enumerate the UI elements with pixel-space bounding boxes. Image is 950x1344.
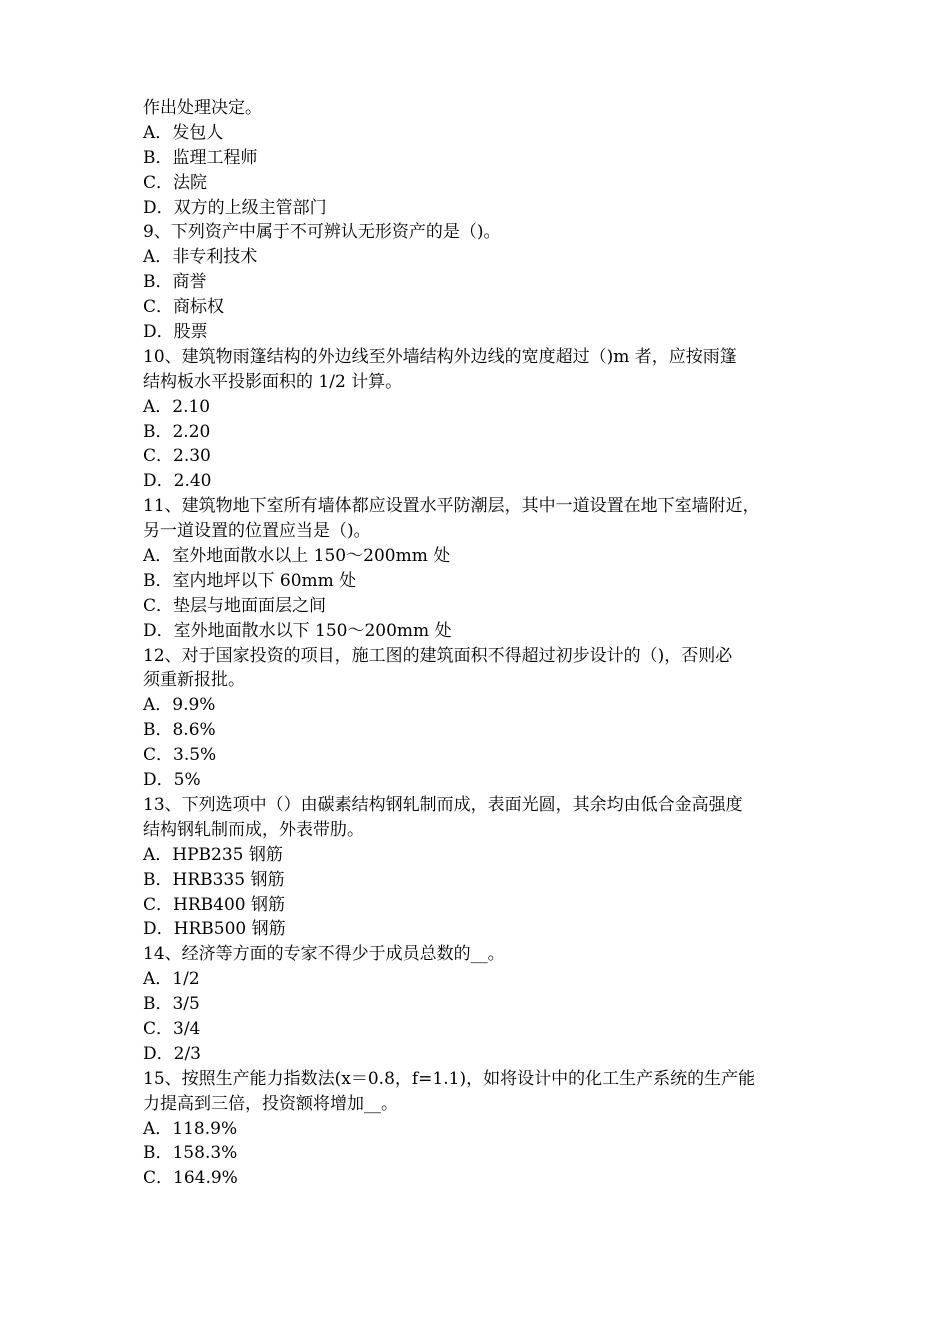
question-12: 12、对于国家投资的项目，施工图的建筑面积不得超过初步设计的（)，否则必 (143, 645, 733, 666)
option-b: B．3/5 (143, 994, 200, 1015)
option-c: C．垫层与地面面层之间 (143, 595, 327, 616)
option-b: B．室内地坪以下 60mm 处 (143, 570, 357, 591)
option-a: A．发包人 (143, 122, 224, 143)
question-13: 13、下列选项中（）由碳素结构钢轧制而成，表面光圆，其余均由低合金高强度 (143, 794, 743, 815)
option-b: B．HRB335 钢筋 (143, 869, 285, 890)
question-10-continued: 结构板水平投影面积的 1/2 计算。 (143, 371, 403, 392)
option-d: D．2/3 (143, 1043, 201, 1064)
option-d: D．2.40 (143, 471, 212, 492)
option-a: A．9.9% (143, 695, 216, 716)
question-9: 9、下列资产中属于不可辨认无形资产的是（)。 (143, 222, 501, 243)
question-12-continued: 须重新报批。 (143, 670, 245, 691)
option-d: D．双方的上级主管部门 (143, 197, 327, 218)
option-c: C．164.9% (143, 1168, 238, 1189)
option-b: B．监理工程师 (143, 147, 258, 168)
option-a: A．118.9% (143, 1118, 238, 1139)
option-c: C．商标权 (143, 297, 225, 318)
question-14: 14、经济等方面的专家不得少于成员总数的__。 (143, 944, 505, 965)
option-c: C．法院 (143, 172, 208, 193)
option-b: B．2.20 (143, 421, 211, 442)
question-11-continued: 另一道设置的位置应当是（)。 (143, 521, 371, 542)
document-page (143, 96, 823, 1191)
question-text: 作出处理决定。 (143, 98, 262, 118)
option-d: D．5% (143, 770, 201, 791)
option-a: A．非专利技术 (143, 247, 258, 268)
option-d: D．HRB500 钢筋 (143, 919, 286, 940)
question-13-continued: 结构钢轧制而成，外表带肋。 (143, 819, 364, 840)
option-a: A．1/2 (143, 969, 200, 990)
option-b: B．8.6% (143, 720, 216, 741)
option-b: B．158.3% (143, 1143, 238, 1164)
option-c: C．2.30 (143, 446, 211, 467)
option-a: A．2.10 (143, 396, 211, 417)
question-15: 15、按照生产能力指数法(x＝0.8，f=1.1)，如将设计中的化工生产系统的生产能 (143, 1068, 756, 1089)
option-c: C．HRB400 钢筋 (143, 894, 285, 915)
question-15-continued: 力提高到三倍，投资额将增加__。 (143, 1093, 398, 1114)
option-a: A．室外地面散水以上 150～200mm 处 (143, 546, 451, 567)
option-d: D．室外地面散水以下 150～200mm 处 (143, 620, 452, 641)
question-10: 10、建筑物雨篷结构的外边线至外墙结构外边线的宽度超过（)m 者，应按雨篷 (143, 346, 737, 367)
option-d: D．股票 (143, 322, 208, 343)
option-b: B．商誉 (143, 272, 207, 293)
option-c: C．3/4 (143, 1018, 201, 1039)
option-a: A．HPB235 钢筋 (143, 844, 283, 865)
option-c: C．3.5% (143, 745, 217, 766)
question-11: 11、建筑物地下室所有墙体都应设置水平防潮层，其中一道设置在地下室墙附近， (143, 496, 760, 517)
